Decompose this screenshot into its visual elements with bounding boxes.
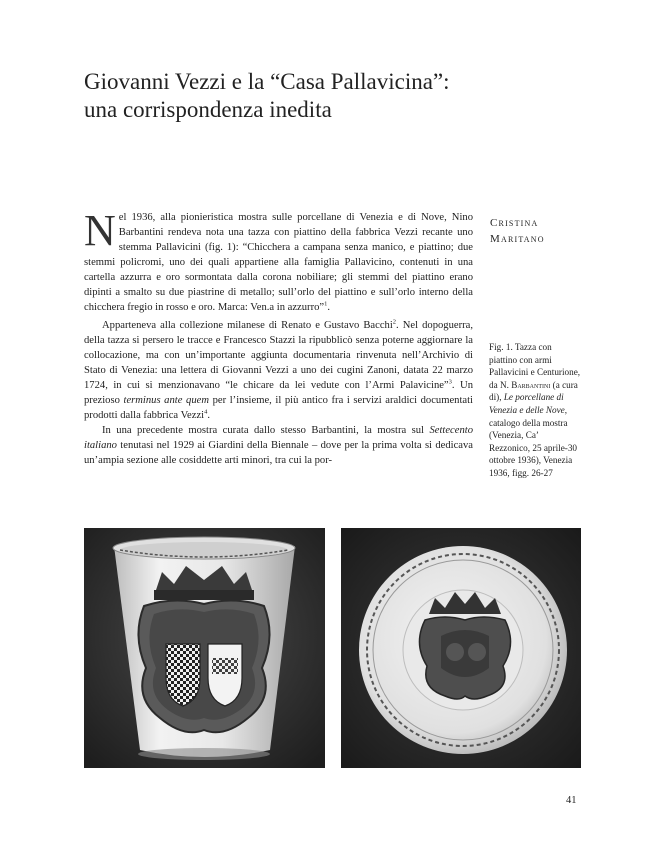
- paragraph-1-end: .: [327, 302, 331, 313]
- paragraph-1-text: el 1936, alla pionieristica mostra sulle porcellane di Venezia e di Nove, Nino Barbantini rendeva nota una tazza con piattino della fabbrica Vezzi recante uno stemma Pallavicini (fig. 1): “Chicchera a campana senza manico, e piattino; due stemmi policromi, uno dei quali appartiene alla famiglia Pallavicino, contenuti in una cartella azzurra e oro sormontata dalla corona nobiliare; gli stemmi del piattino erano dipinti a smalto su due piastrine di metallo; sull’orlo del piattino e sull’orlo interno della chicchera fregio in rosso e oro. Marca: Ven.a in azzurro”: [84, 212, 473, 313]
- saucer-illustration: [341, 528, 581, 768]
- footnote-ref-2: 2: [392, 318, 397, 326]
- author-last-name: Maritano: [490, 233, 545, 245]
- page-number: 41: [566, 795, 577, 806]
- paragraph-2-text-a: Apparteneva alla collezione milanese di Renato e Gustavo Bacchi: [102, 320, 393, 331]
- figure-caption: [489, 341, 581, 480]
- footnote-ref-4: 4: [204, 408, 208, 416]
- caption-text-a: Fig. 1. Tazza con piattino con armi Pallavicini e Centurione, da N.: [489, 342, 581, 390]
- caption-text-c: , catalogo della mostra (Venezia, Ca’ Rezzonico, 25 aprile-30 ottobre 1936), Venezia 1936, figg. 26-27: [489, 404, 578, 478]
- cup-photo: [84, 528, 325, 768]
- footnote-ref-1: 1: [324, 300, 328, 308]
- paragraph-3: [84, 423, 473, 468]
- caption-text-b: (a cura di),: [489, 379, 578, 403]
- cup-illustration: [84, 528, 325, 768]
- paragraph-3-text-a: In una precedente mostra curata dallo stesso Barbantini, la mostra sul: [102, 425, 430, 436]
- footnote-ref-3: 3: [448, 378, 452, 386]
- paragraph-3-text-b: tenutasi nel 1929 ai Giardini della Biennale – dove per la prima volta si dedicava un’ampia sezione alle cosiddette arti minori, tra cui la por-: [84, 440, 473, 466]
- caption-author: Barbantini: [511, 379, 551, 390]
- paragraph-1: [84, 206, 473, 315]
- author-name: [490, 215, 590, 247]
- paragraph-2-text-b: . Nel dopoguerra, della tazza si persero le tracce e Francesco Stazzi la ripubblicò senza poterne aggiornare la collocazione, ma con un’importante aggiunta documentaria rinvenuta nell’Archivio di Stato di Venezia: una lettera di Giovanni Vezzi a uno dei cugini Zanoni, datata 22 marzo 1724, in cui si menzionavano “le chicare da lei vedute con l’Armi Palavicine”: [84, 320, 473, 391]
- title-line-2: una corrispondenza inedita: [84, 97, 332, 122]
- paragraph-2-text-d: per l’insieme, il più antico fra i servizi araldici documentati prodotti dalla fabbrica Vezzi: [84, 395, 474, 421]
- author-first-name: Cristina: [490, 217, 539, 229]
- article-body: [84, 206, 474, 468]
- drop-cap: N: [84, 206, 116, 255]
- paragraph-2-end: .: [207, 410, 211, 421]
- paragraph-3-italic: Settecento italiano: [84, 425, 473, 451]
- paragraph-2-text-c: . Un prezioso: [84, 380, 473, 406]
- title-line-1: Giovanni Vezzi e la “Casa Pallavicina”:: [84, 69, 450, 94]
- article-title: [84, 68, 554, 124]
- paragraph-2-italic: terminus ante quem: [123, 395, 209, 406]
- caption-book-title: Le porcellane di Venezia e delle Nove: [489, 392, 565, 415]
- saucer-photo: [341, 528, 581, 768]
- paragraph-2: [84, 318, 473, 423]
